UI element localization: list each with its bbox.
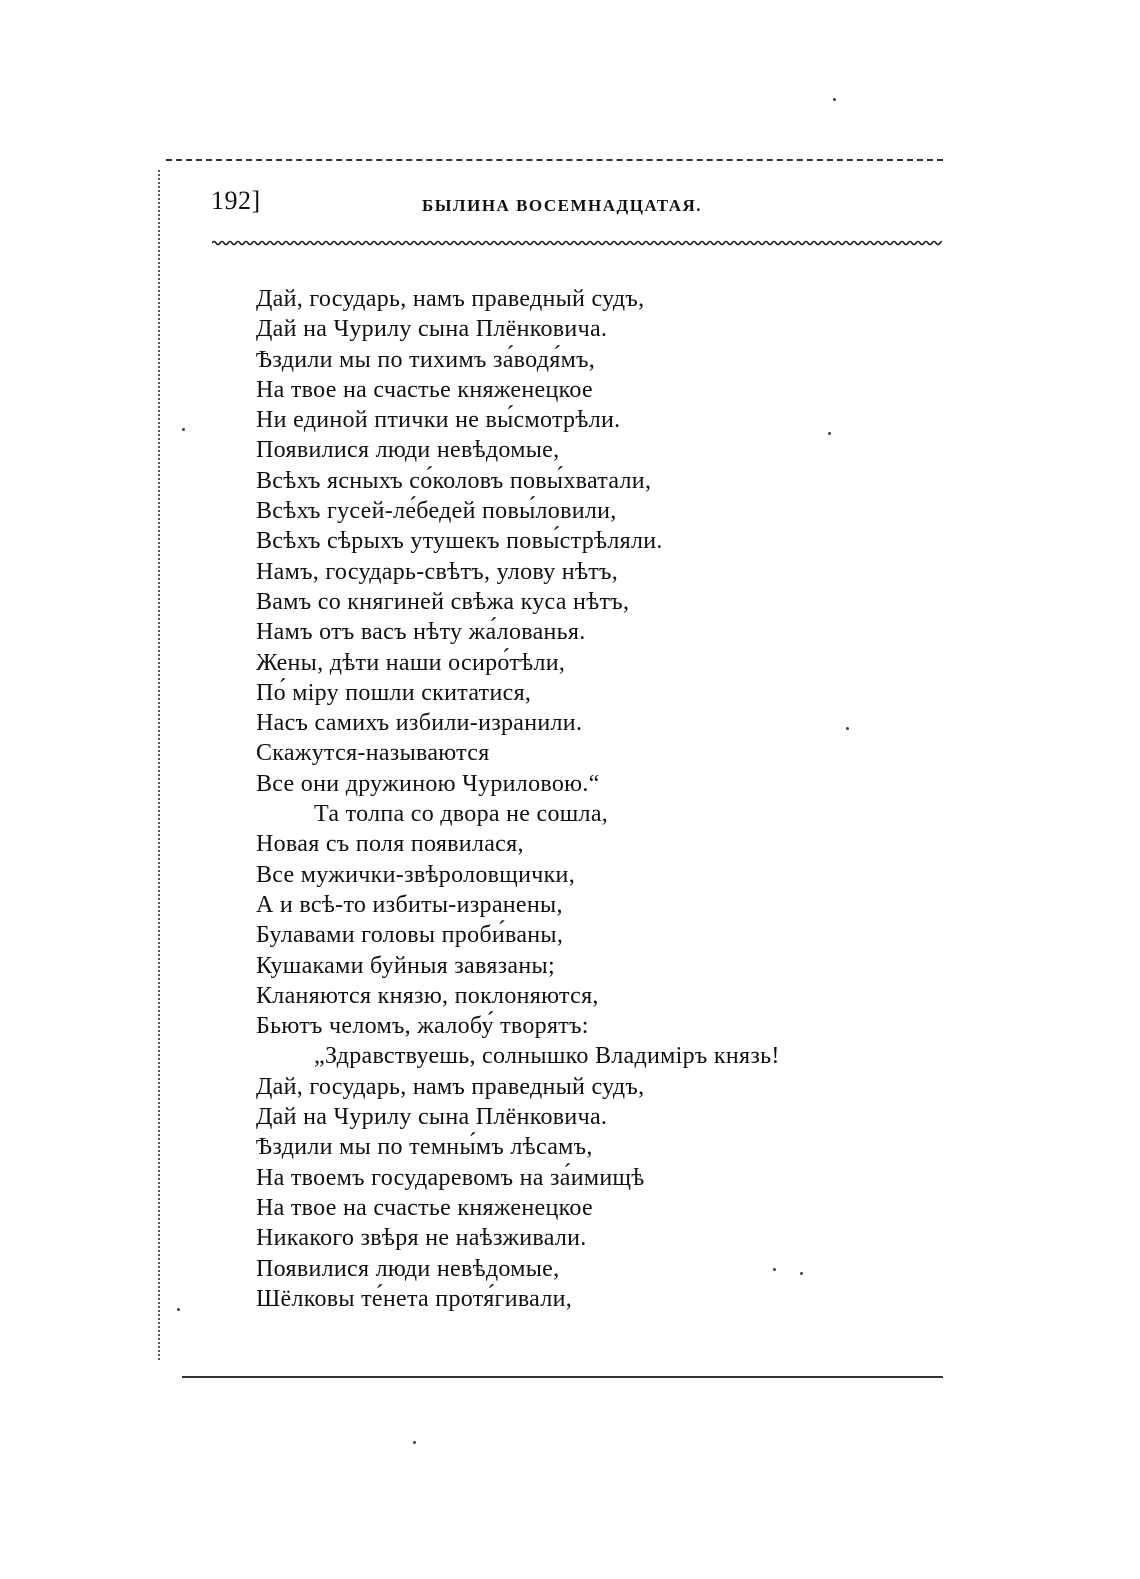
verse-line: Дай на Чурилу сына Плёнковича.: [256, 316, 608, 343]
verse-line: Всѣхъ сѣрыхъ утушекъ повы́стрѣляли.: [256, 528, 663, 555]
paper-speck: [413, 1441, 416, 1444]
paper-speck: [800, 1272, 803, 1275]
bottom-rule: [182, 1376, 943, 1378]
verse-line: Ѣздили мы по тихимъ за́водя́мъ,: [256, 346, 596, 373]
paper-speck: [828, 432, 831, 435]
verse-line: Бьютъ челомъ, жалобу́ творятъ:: [256, 1013, 589, 1040]
verse-line: Дай, государь, намъ праведный судъ,: [256, 1073, 645, 1100]
verse-line: Булавами головы проби́ваны,: [256, 922, 564, 949]
verse-line: Шёлковы те́нета протя́гивали,: [256, 1285, 573, 1312]
paper-speck: [833, 98, 836, 101]
wavy-divider: [212, 236, 942, 250]
verse-line: Никакого звѣря не наѣзживали.: [256, 1225, 587, 1252]
verse-line: Жены, дѣти наши осиро́тѣли,: [256, 649, 566, 676]
paper-speck: [773, 1268, 776, 1271]
verse-line: А и всѣ-то избиты-изранены,: [256, 891, 563, 918]
verse-line: Дай, государь, намъ праведный судъ,: [256, 286, 645, 312]
verse-line: Скажутся-называются: [256, 740, 490, 767]
verse-line: На твое на счастье княженецкое: [256, 376, 593, 403]
page-number: 192]: [211, 186, 261, 215]
left-margin-line: [158, 170, 160, 1360]
verse-line: Намъ отъ васъ нѣту жа́лованья.: [256, 619, 586, 646]
top-rule: [166, 159, 943, 161]
verse-line: На твоемъ государевомъ на за́имищѣ: [256, 1164, 645, 1191]
verse-line: „Здравствуешь, солнышко Владиміръ князь!: [314, 1043, 780, 1070]
verse-text: [256, 284, 780, 1314]
verse-line: Дай на Чурилу сына Плёнковича.: [256, 1104, 608, 1131]
verse-line: Все мужички-звѣроловщички,: [256, 861, 576, 888]
verse-line: Намъ, государь-свѣтъ, улову нѣтъ,: [256, 558, 619, 585]
verse-line: По́ міру пошли скитатися,: [256, 679, 532, 706]
verse-line: Появилися люди невѣдомые,: [256, 1255, 560, 1282]
running-title: БЫЛИНА ВОСЕМНАДЦАТАЯ.: [422, 196, 703, 215]
paper-speck: [846, 727, 849, 730]
verse-line: Появилися люди невѣдомые,: [256, 437, 560, 464]
verse-line: Насъ самихъ избили-изранили.: [256, 710, 583, 737]
verse-line: Новая съ поля появилася,: [256, 831, 524, 858]
verse-line: Та толпа со двора не сошла,: [314, 801, 609, 828]
verse-line: Вамъ со княгиней свѣжа куса нѣтъ,: [256, 588, 630, 615]
verse-line: Все они дружиною Чуриловою.“: [256, 770, 600, 797]
verse-line: Всѣхъ гусей-ле́бедей повы́ловили,: [256, 498, 617, 525]
verse-line: Ни единой птички не вы́смотрѣли.: [256, 407, 621, 434]
verse-line: На твое на счастье княженецкое: [256, 1194, 593, 1221]
verse-line: Кушаками буйныя завязаны;: [256, 952, 555, 979]
verse-line: Всѣхъ ясныхъ со́коловъ повы́хватали,: [256, 467, 652, 494]
paper-speck: [182, 428, 185, 431]
verse-line: Ѣздили мы по темны́мъ лѣсамъ,: [256, 1134, 593, 1161]
paper-speck: [177, 1308, 180, 1311]
verse-line: Кланяются князю, поклоняются,: [256, 982, 599, 1009]
